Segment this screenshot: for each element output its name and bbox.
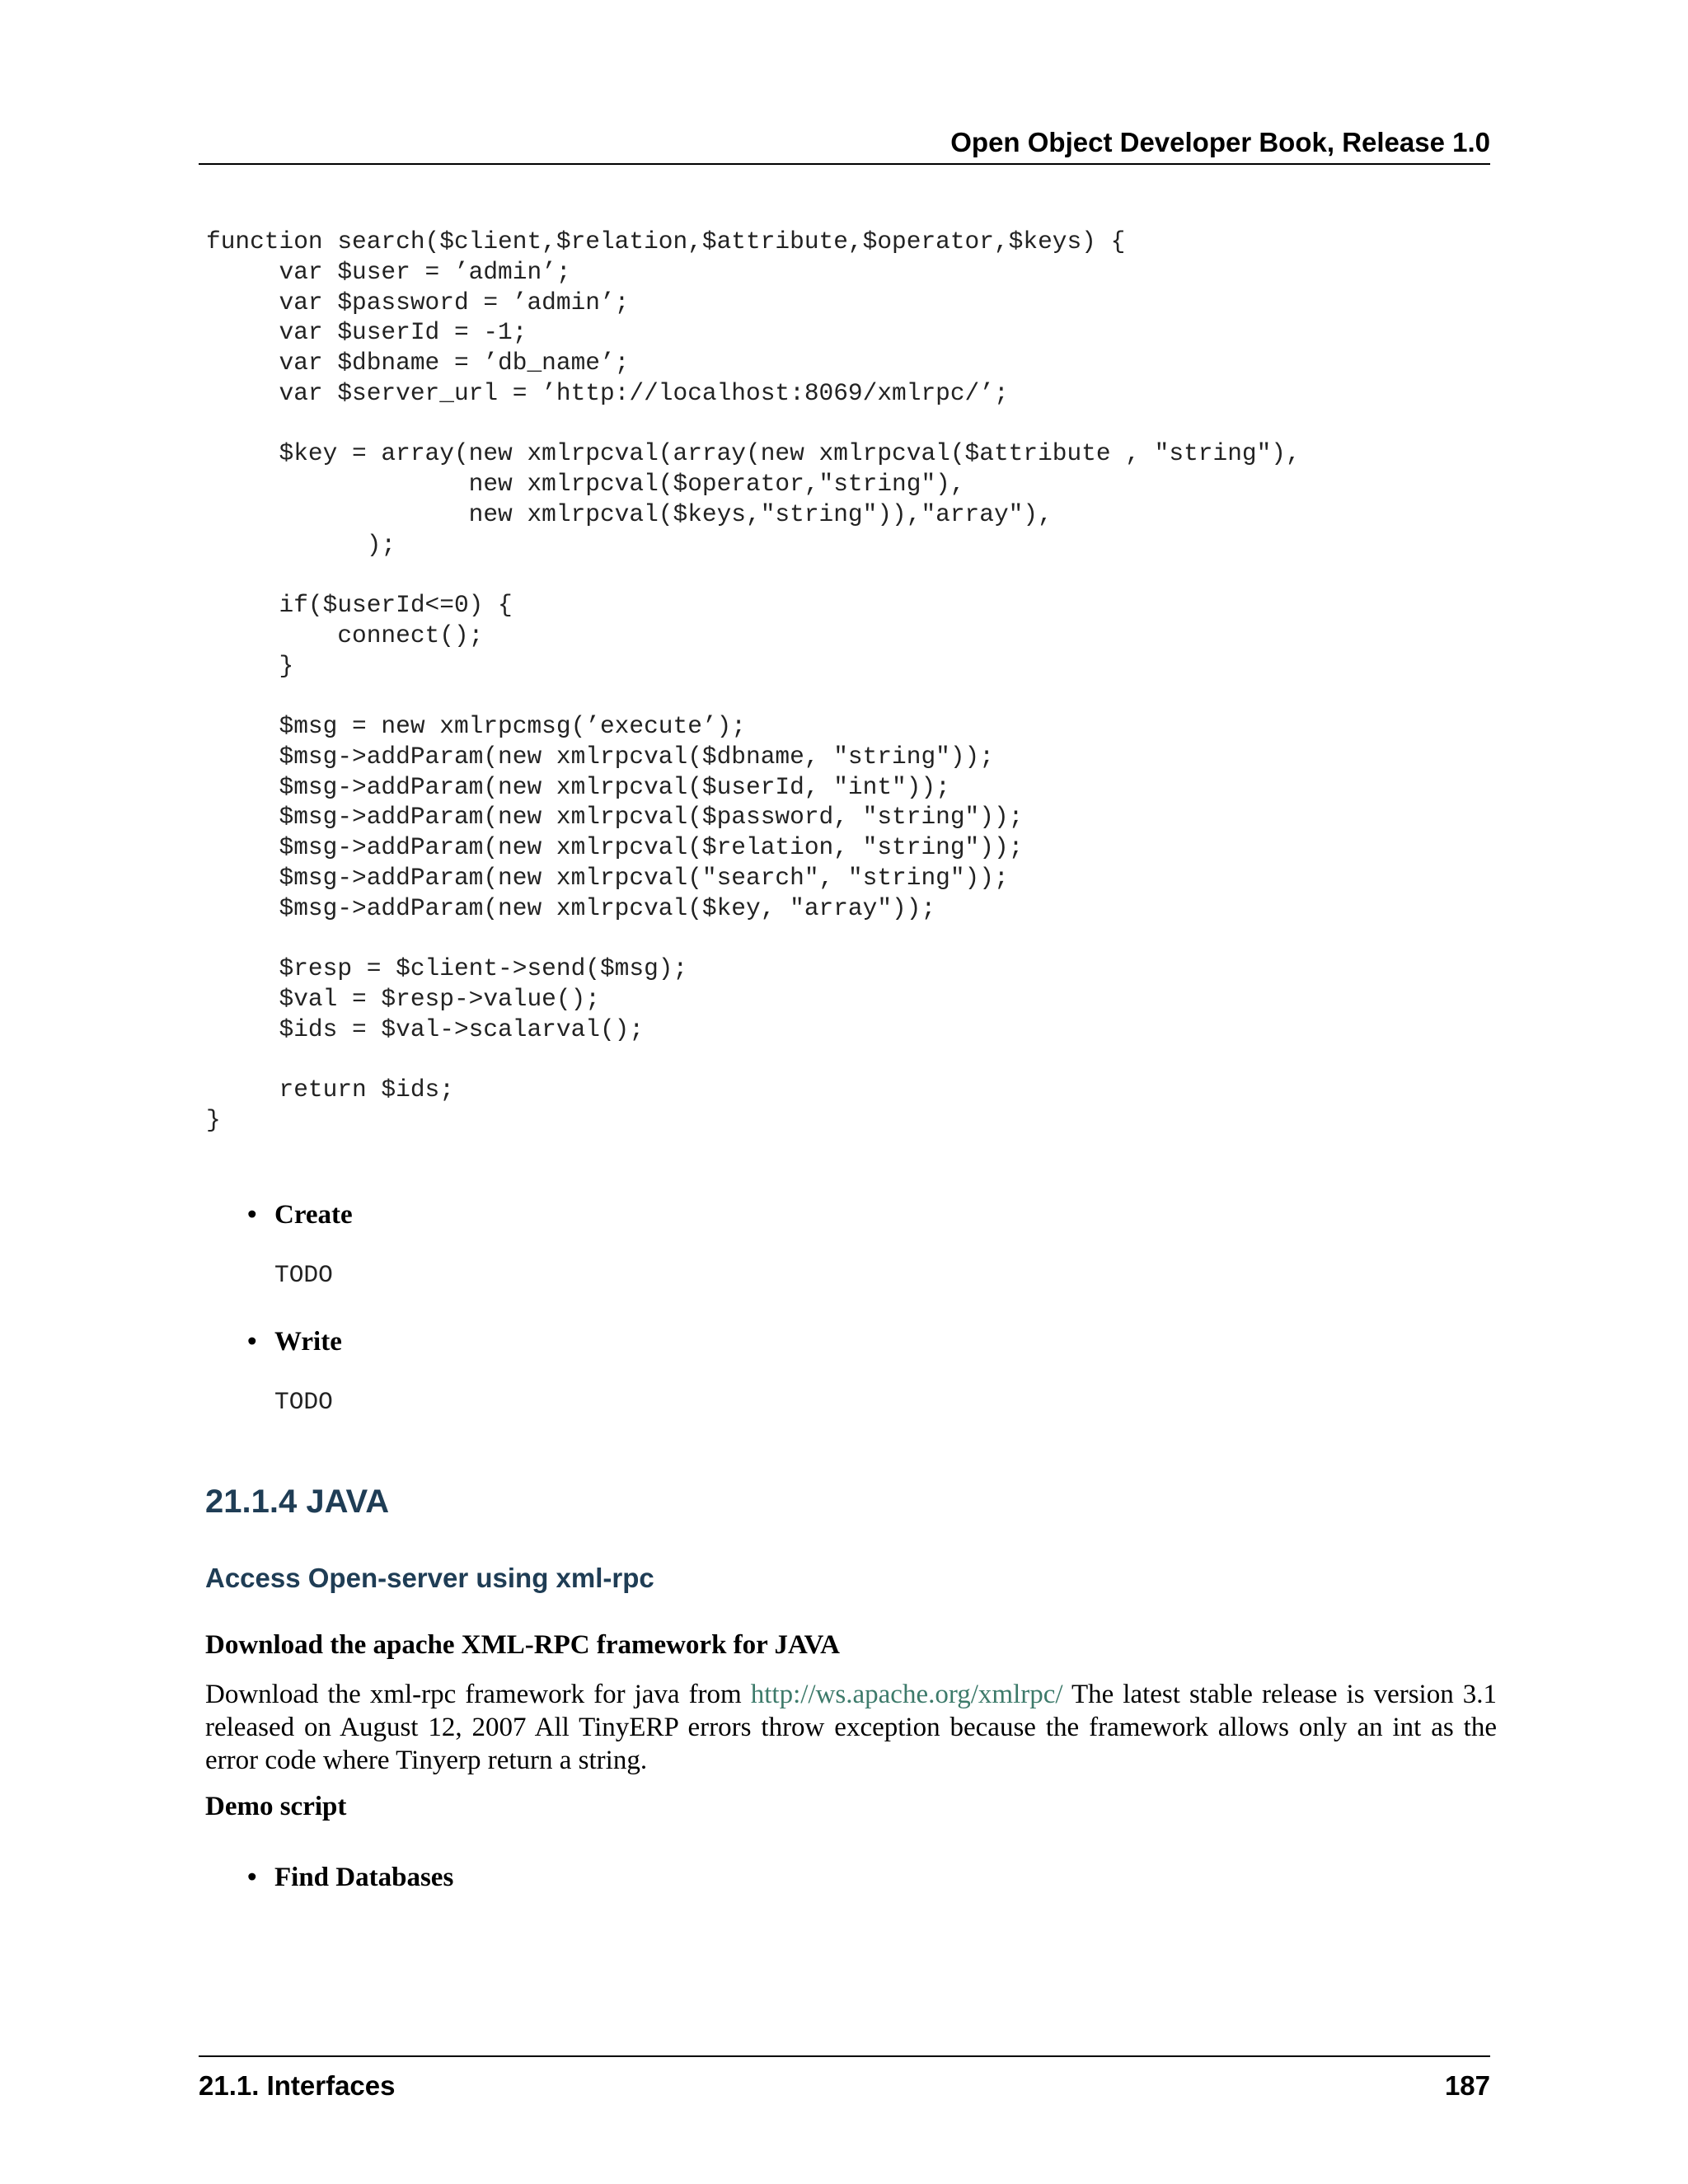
download-paragraph xyxy=(205,1678,1497,1777)
bullet-label: Create xyxy=(274,1200,353,1230)
paragraph-text-start: Download the xml-rpc framework for java from xyxy=(205,1680,751,1709)
paragraph-text-end: The latest stable release is version 3.1 released on August 12, 2007 All TinyERP errors throw exception because the framework allows only an int as the error code where Tinyerp return a string. xyxy=(205,1680,1497,1775)
section-heading: 21.1.4 JAVA xyxy=(205,1483,390,1520)
subsection-heading: Access Open-server using xml-rpc xyxy=(205,1563,654,1593)
bullet-icon: • xyxy=(247,1200,257,1230)
bullet-create xyxy=(247,1200,353,1230)
page-number: 187 xyxy=(1444,2070,1490,2101)
demo-script-heading: Demo script xyxy=(205,1792,347,1821)
download-heading: Download the apache XML-RPC framework for JAVA xyxy=(205,1630,840,1660)
apache-xmlrpc-link[interactable]: http://ws.apache.org/xmlrpc/ xyxy=(750,1680,1063,1709)
page-header xyxy=(199,124,1490,165)
page-footer xyxy=(199,2055,1490,2101)
create-todo-text: TODO xyxy=(274,1261,333,1289)
write-todo-text: TODO xyxy=(274,1388,333,1416)
bullet-find-databases xyxy=(247,1863,453,1893)
php-code-block: function search($client,$relation,$attribute,$operator,$keys) { var $user = ’admin’; var $password = ’admin’; var $userId = -1; var $dbname = ’db_name’; var $server_url = ’http://localhost:8069/xmlrpc/’; $key = array(new xmlrpcval(array(new xmlrpcval($attribute , "string"), new xmlrpcval($operator,"string"), new xmlrpcval($keys,"string")),"array"), ); if($userId<=0) { connect(); } $msg = new xmlrpcmsg(’execute’); $msg->addParam(new xmlrpcval($dbname, "string")); $msg->addParam(new xmlrpcval($userId, "int")); $msg->addParam(new xmlrpcval($password, "string")); $msg->addParam(new xmlrpcval($relation, "string")); $msg->addParam(new xmlrpcval("search", "string")); $msg->addParam(new xmlrpcval($key, "array")); $resp = $client->send($msg); $val = $resp->value(); $ids = $val->scalarval(); return $ids; } xyxy=(206,227,1301,1134)
bullet-icon: • xyxy=(247,1327,257,1357)
book-title: Open Object Developer Book, Release 1.0 xyxy=(950,127,1490,157)
bullet-label: Find Databases xyxy=(274,1863,454,1892)
bullet-label: Write xyxy=(274,1327,342,1357)
bullet-icon: • xyxy=(247,1863,257,1892)
bullet-write xyxy=(247,1327,342,1357)
footer-section-title: 21.1. Interfaces xyxy=(199,2070,396,2101)
